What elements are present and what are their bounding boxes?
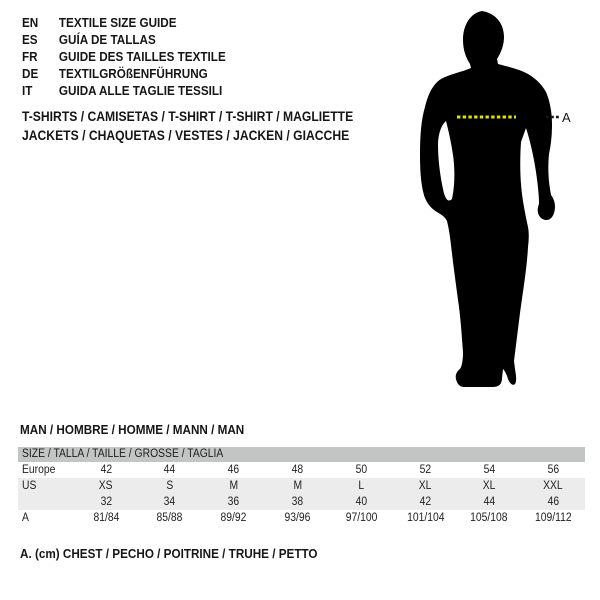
size-cell: 52 [419, 464, 432, 476]
size-cell: M [229, 480, 239, 492]
size-cell: 105/108 [470, 512, 508, 524]
category-line-jackets: JACKETS / CHAQUETAS / VESTES / JACKEN / GIACCHE [22, 127, 350, 143]
size-cell: XXL [543, 480, 563, 492]
language-code: IT [22, 83, 33, 98]
size-cell: 40 [355, 496, 368, 508]
man-silhouette [400, 0, 600, 400]
size-cell: 42 [419, 496, 432, 508]
language-label: GUÍA DE TALLAS [58, 32, 156, 47]
category-block [22, 108, 390, 145]
measure-label-a: A [562, 110, 571, 125]
language-row [22, 65, 248, 82]
size-cell: M [293, 480, 302, 492]
table-row-a-chest [18, 510, 585, 526]
language-list [22, 14, 248, 99]
size-cell: 50 [355, 464, 368, 476]
section-title: MAN / HOMBRE / HOMME / MANN / MAN [20, 422, 245, 437]
size-cell: 81/84 [92, 512, 119, 524]
table-row-europe [18, 462, 585, 478]
language-row [22, 48, 248, 65]
row-label [18, 494, 74, 510]
size-cell: 46 [547, 496, 559, 508]
language-code: DE [22, 66, 39, 81]
size-cell: 109/112 [534, 512, 572, 524]
size-cell: 46 [227, 464, 240, 476]
size-cell: 97/100 [345, 512, 378, 524]
size-cell: 42 [100, 464, 112, 476]
size-cell: S [166, 480, 174, 492]
size-cell: 89/92 [220, 512, 247, 524]
size-cell: XL [482, 480, 496, 492]
man-silhouette-figure [400, 0, 600, 400]
language-label: TEXTILGRÖßENFÜHRUNG [58, 66, 208, 81]
size-cell: 36 [227, 496, 240, 508]
size-cell: XL [418, 480, 432, 492]
size-cell: 34 [164, 496, 176, 508]
language-label: TEXTILE SIZE GUIDE [58, 15, 177, 30]
table-row-us [18, 478, 585, 494]
size-cell: 101/104 [406, 512, 445, 524]
language-row [22, 82, 248, 99]
table-row-numeric [18, 494, 585, 510]
size-cell: L [358, 480, 365, 492]
row-label: Europe [22, 464, 56, 476]
size-cell: 93/96 [284, 512, 311, 524]
language-code: FR [22, 49, 38, 64]
size-table [18, 447, 585, 526]
size-cell: 85/88 [156, 512, 183, 524]
size-cell: 32 [100, 496, 112, 508]
size-cell: 44 [164, 464, 176, 476]
category-line-tshirts: T-SHIRTS / CAMISETAS / T-SHIRT / T-SHIRT / MAGLIETTE [22, 109, 354, 124]
size-cell: 44 [483, 496, 495, 508]
language-row [22, 31, 248, 48]
language-row [22, 14, 248, 31]
size-cell: XS [99, 480, 113, 492]
size-table-header: SIZE / TALLA / TAILLE / GRÖSSE / TAGLIA [18, 447, 585, 462]
size-cell: 56 [547, 464, 559, 476]
man-silhouette-body [420, 11, 555, 387]
size-cell: 38 [291, 496, 304, 508]
size-cell: 54 [483, 464, 495, 476]
language-label: GUIDA ALLE TAGLIE TESSILI [58, 83, 223, 98]
footnote: A. (cm) CHEST / PECHO / POITRINE / TRUHE / PETTO [20, 546, 318, 561]
language-code: EN [22, 15, 39, 30]
language-code: ES [22, 32, 38, 47]
row-label: A [22, 512, 29, 524]
size-cell: 48 [291, 464, 304, 476]
row-label: US [22, 480, 37, 492]
language-label: GUIDE DES TAILLES TEXTILE [58, 49, 226, 64]
